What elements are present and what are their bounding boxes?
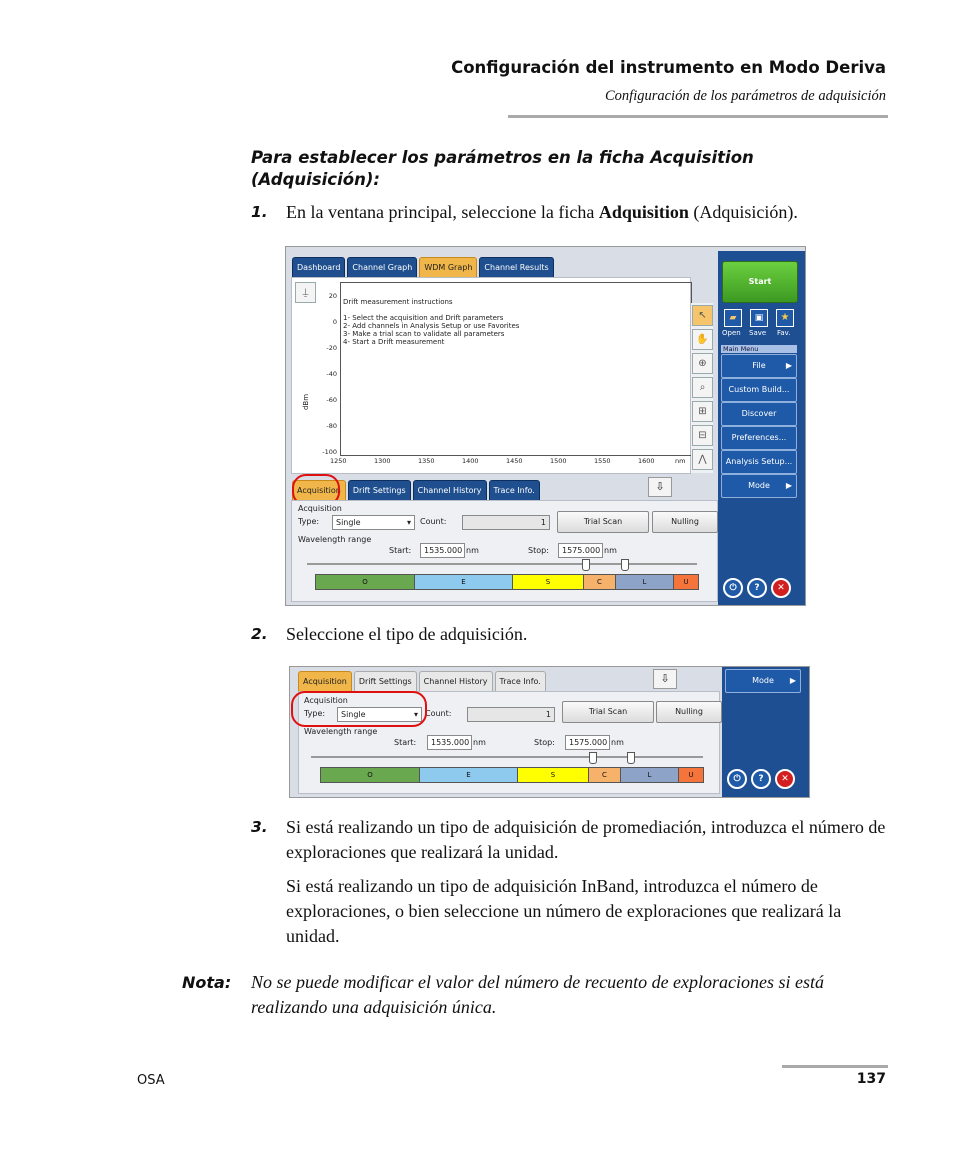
trial-scan-button-2[interactable]: Trial Scan (562, 701, 654, 723)
range-slider-stop-handle-2[interactable] (627, 752, 635, 764)
note-label: Nota: (182, 973, 232, 992)
y-axis-label: dBm (302, 393, 311, 411)
menu-discover[interactable]: Discover (721, 402, 797, 426)
save-label: Save (749, 329, 767, 337)
count-field-2[interactable]: 1 (467, 707, 555, 722)
nulling-button-2[interactable]: Nulling (656, 701, 722, 723)
step-2-text: Seleccione el tipo de adquisición. (286, 624, 528, 644)
y-tick-label: 20 (328, 292, 337, 300)
footer-product: OSA (137, 1073, 165, 1088)
tab-dashboard[interactable]: Dashboard (292, 257, 345, 278)
power-icon-2[interactable]: ⏻ (727, 769, 747, 789)
count-field[interactable]: 1 (462, 515, 550, 530)
zoom-area-icon[interactable]: ⊞ (692, 401, 713, 422)
step-3-number: 3. (251, 818, 268, 836)
range-slider-track-2[interactable] (311, 756, 703, 758)
zoom-icon[interactable]: ⌕ (692, 377, 713, 398)
x-tick-label: 1550 (594, 457, 611, 465)
open-label: Open (722, 329, 741, 337)
band-u-2: U (679, 768, 703, 782)
range-slider-start-handle-2[interactable] (589, 752, 597, 764)
band-c-2: C (589, 768, 621, 782)
type-select-2[interactable]: Single ▾ (337, 707, 422, 722)
x-unit-label: nm (675, 457, 686, 465)
y-tick-label: -60 (326, 396, 337, 404)
start-button[interactable]: Start (722, 261, 798, 303)
main-menu-label: Main Menu (721, 345, 797, 353)
zoom-out-icon[interactable]: ⊟ (692, 425, 713, 446)
plot-area (340, 282, 692, 456)
tab-channel-graph[interactable]: Channel Graph (347, 257, 417, 278)
acq-section-label-2: Acquisition (304, 696, 348, 705)
x-tick-label: 1350 (418, 457, 435, 465)
tab-channel-history-2[interactable]: Channel History (419, 671, 493, 692)
band-l: L (616, 575, 674, 589)
pointer-icon[interactable]: ↖ (692, 305, 713, 326)
type-label-2: Type: (304, 709, 326, 718)
collapse-arrow-icon[interactable]: ⇩ (648, 477, 672, 497)
y-tick-label: -40 (326, 370, 337, 378)
tab-trace-info[interactable]: Trace Info. (489, 480, 540, 501)
collapse-arrow-icon-2[interactable]: ⇩ (653, 669, 677, 689)
band-u: U (674, 575, 698, 589)
menu-custom-build[interactable]: Custom Build... (721, 378, 797, 402)
tab-drift-settings[interactable]: Drift Settings (348, 480, 411, 501)
nulling-button[interactable]: Nulling (652, 511, 718, 533)
band-s-2: S (518, 768, 589, 782)
stop-label: Stop: (528, 546, 549, 555)
x-tick-label: 1600 (638, 457, 655, 465)
tab-acquisition[interactable]: Acquisition (292, 480, 346, 501)
x-tick-label: 1400 (462, 457, 479, 465)
help-icon-2[interactable]: ? (751, 769, 771, 789)
range-slider-stop-handle[interactable] (621, 559, 629, 571)
page-number: 137 (856, 1071, 886, 1087)
top-tab-bar (292, 257, 554, 278)
tab-drift-settings-2[interactable]: Drift Settings (354, 671, 417, 692)
x-tick-label: 1300 (374, 457, 391, 465)
acquisition-panel (291, 500, 718, 602)
menu-analysis-setup[interactable]: Analysis Setup... (721, 450, 797, 474)
band-o: O (316, 575, 415, 589)
close-icon[interactable]: ✕ (771, 578, 791, 598)
screenshot-acquisition-panel (289, 666, 810, 798)
trace-icon[interactable]: ⍊ (295, 282, 316, 303)
stop-label-2: Stop: (534, 738, 555, 747)
right-menu-panel (718, 251, 805, 605)
count-label-2: Count: (425, 709, 452, 718)
running-header-subtitle: Configuración de los parámetros de adquisición (605, 88, 886, 104)
step-1-number: 1. (251, 203, 268, 221)
stop-field[interactable]: 1575.000 (558, 543, 603, 558)
hand-icon[interactable]: ✋ (692, 329, 713, 350)
header-rule (508, 115, 888, 118)
footer-rule (782, 1065, 888, 1068)
stop-field-2[interactable]: 1575.000 (565, 735, 610, 750)
menu-mode-2[interactable]: Mode ▶ (725, 669, 801, 693)
band-o-2: O (321, 768, 420, 782)
screenshot-main-window (285, 246, 806, 606)
start-unit: nm (466, 546, 479, 555)
band-e: E (415, 575, 513, 589)
y-tick-label: -20 (326, 344, 337, 352)
x-tick-label: 1250 (330, 457, 347, 465)
start-field[interactable]: 1535.000 (420, 543, 465, 558)
highlight-type-select (291, 691, 427, 727)
band-bar (315, 574, 699, 590)
stop-unit: nm (604, 546, 617, 555)
tab-trace-info-2[interactable]: Trace Info. (495, 671, 546, 692)
count-label: Count: (420, 517, 447, 526)
step-1-text: En la ventana principal, seleccione la ficha Adquisition (Adquisición). (286, 202, 798, 222)
band-c: C (584, 575, 616, 589)
start-label: Start: (389, 546, 412, 555)
menu-file[interactable]: File ▶ (721, 354, 797, 378)
x-tick-label: 1450 (506, 457, 523, 465)
y-tick-label: -100 (322, 448, 337, 456)
range-slider-start-handle[interactable] (582, 559, 590, 571)
y-tick-label: 0 (332, 318, 337, 326)
graph-tools (691, 303, 713, 473)
trial-scan-button[interactable]: Trial Scan (557, 511, 649, 533)
acq-tab-bar-2 (298, 671, 546, 692)
stop-unit-2: nm (611, 738, 624, 747)
start-unit-2: nm (473, 738, 486, 747)
start-field-2[interactable]: 1535.000 (427, 735, 472, 750)
step-3-text: Si está realizando un tipo de adquisición de promediación, introduzca el número de exploraciones que realizará la unidad. (286, 817, 886, 862)
procedure-title: Para establecer los parámetros en la ficha Acquisition (Adquisición): (251, 148, 754, 189)
note-text: No se puede modificar el valor del número de recuento de exploraciones si está realizando una adquisición única. (251, 972, 825, 1017)
tab-acquisition-2[interactable]: Acquisition (298, 671, 352, 692)
running-header-title: Configuración del instrumento en Modo Deriva (451, 58, 886, 77)
close-icon-2[interactable]: ✕ (775, 769, 795, 789)
open-folder-icon[interactable]: ▰ (724, 309, 742, 327)
step-2-number: 2. (251, 625, 268, 643)
start-label-2: Start: (394, 738, 417, 747)
type-label: Type: (298, 517, 320, 526)
step-3-text-2: Si está realizando un tipo de adquisición InBand, introduzca el número de exploraciones, o bien seleccione un número de exploraciones que realizará la unidad. (286, 876, 842, 946)
x-tick-label: 1500 (550, 457, 567, 465)
band-l-2: L (621, 768, 679, 782)
band-s: S (513, 575, 584, 589)
right-menu-panel-2 (722, 667, 809, 797)
menu-mode[interactable]: Mode ▶ (721, 474, 797, 498)
band-bar-2 (320, 767, 704, 783)
wavelength-range-label: Wavelength range (298, 535, 372, 544)
save-disk-icon[interactable]: ▣ (750, 309, 768, 327)
drift-instructions: Drift measurement instructions 1- Select the acquisition and Drift parameters 2- Add channels in Analysis Setup or use Favorites 3- Make a trial scan to validate all parameters 4- Start a Drift measurement (343, 298, 520, 346)
menu-preferences[interactable]: Preferences... (721, 426, 797, 450)
fav-label: Fav. (777, 329, 791, 337)
power-icon[interactable]: ⏻ (723, 578, 743, 598)
help-icon[interactable]: ? (747, 578, 767, 598)
y-tick-label: -80 (326, 422, 337, 430)
zoom-fit-icon[interactable]: ⊕ (692, 353, 713, 374)
tab-channel-history[interactable]: Channel History (413, 480, 487, 501)
graph-panel (291, 277, 691, 474)
acq-section-label: Acquisition (298, 504, 342, 513)
range-slider-track[interactable] (307, 563, 697, 565)
type-select[interactable]: Single ▾ (332, 515, 415, 530)
peak-icon[interactable]: ⋀ (692, 449, 713, 470)
favorite-star-icon[interactable]: ★ (776, 309, 794, 327)
band-e-2: E (420, 768, 518, 782)
tab-wdm-graph[interactable]: WDM Graph (419, 257, 477, 278)
tab-channel-results[interactable]: Channel Results (479, 257, 553, 278)
wavelength-range-label-2: Wavelength range (304, 727, 378, 736)
